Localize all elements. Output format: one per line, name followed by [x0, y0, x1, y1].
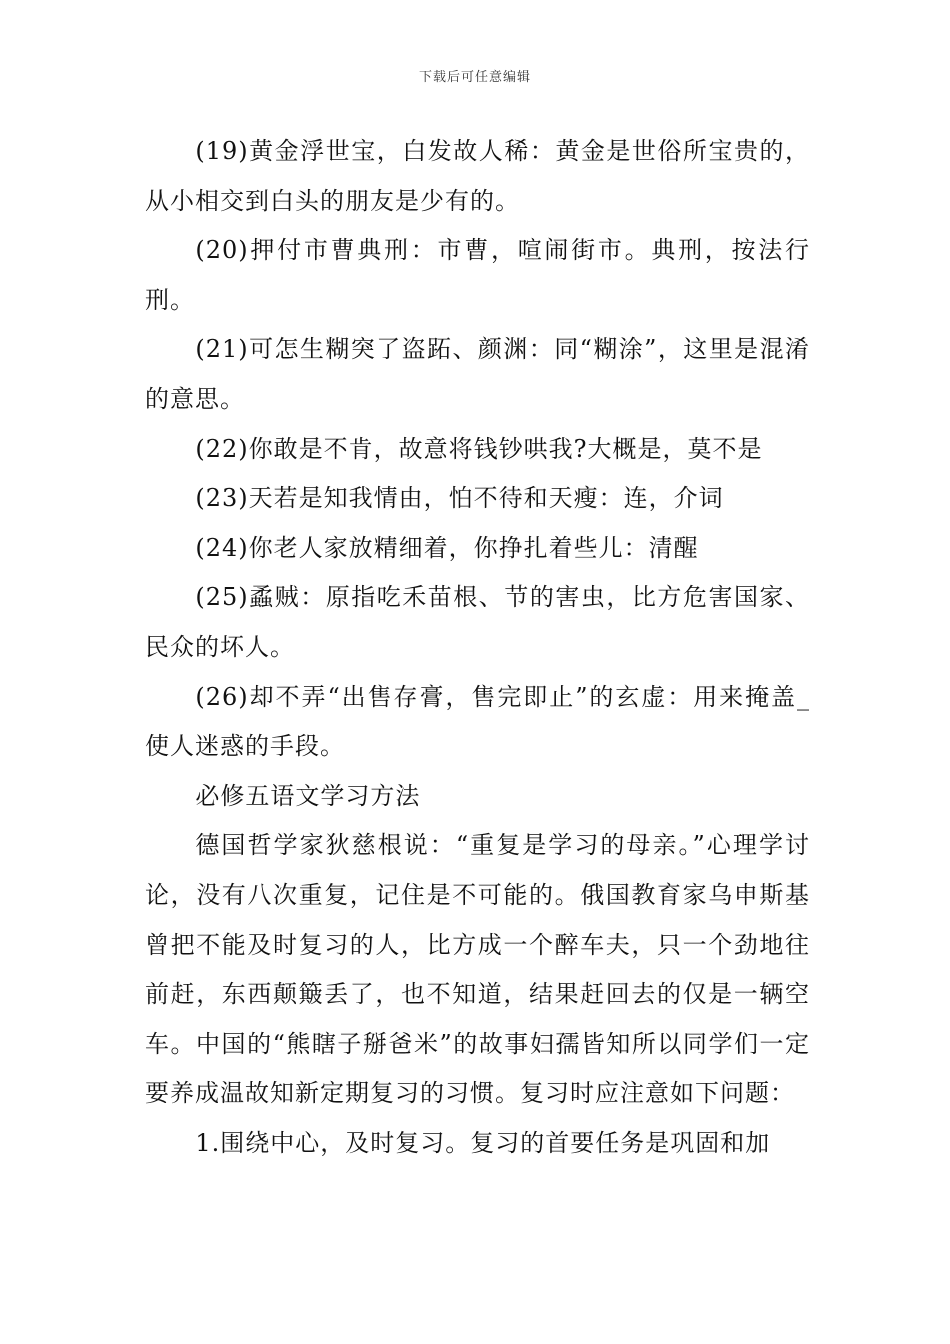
paragraph-25: (25)蟊贼：原指吃禾苗根、节的害虫，比方危害国家、民众的坏人。: [145, 583, 810, 661]
paragraph-26: (26)却不弄“出售存膏，售完即止”的玄虚：用来掩盖_使人迷惑的手段。: [145, 682, 810, 761]
paragraph-22: (22)你敢是不肯，故意将钱钞哄我?大概是，莫不是: [195, 434, 763, 463]
paragraph-23: (23)天若是知我情由，怕不待和天瘦：连，介词: [195, 484, 724, 513]
paragraph-24: (24)你老人家放精细着，你挣扎着些儿：清醒: [195, 533, 699, 562]
section-heading: 必修五语文学习方法: [195, 781, 421, 810]
paragraph-intro: 德国哲学家狄慈根说：“重复是学习的母亲。”心理学讨论，没有八次重复，记住是不可能的。俄国教育家乌申斯基曾把不能及时复习的人，比方成一个醉车夫，只一个劲地往前赶，东西颠簸丢了，也不知道，结果赶回去的仅是一辆空车。中国的“熊瞎子掰爸米”的故事妇孺皆知所以同学们一定要养成温故知新定期复习的习惯。复习时应注意如下问题：: [145, 831, 810, 1108]
document-body: [145, 127, 810, 1168]
paragraph-19: (19)黄金浮世宝，白发故人稀：黄金是世俗所宝贵的，从小相交到白头的朋友是少有的。: [145, 137, 810, 215]
paragraph-point-1: 1.围绕中心，及时复习。复习的首要任务是巩固和加: [195, 1128, 771, 1157]
paragraph-21: (21)可怎生糊突了盗跖、颜渊：同“糊涂”，这里是混淆的意思。: [145, 335, 810, 413]
page-header: 下载后可任意编辑: [418, 70, 531, 85]
paragraph-20: (20)押付市曹典刑：市曹，喧闹街市。典刑，按法行刑。: [145, 236, 810, 314]
